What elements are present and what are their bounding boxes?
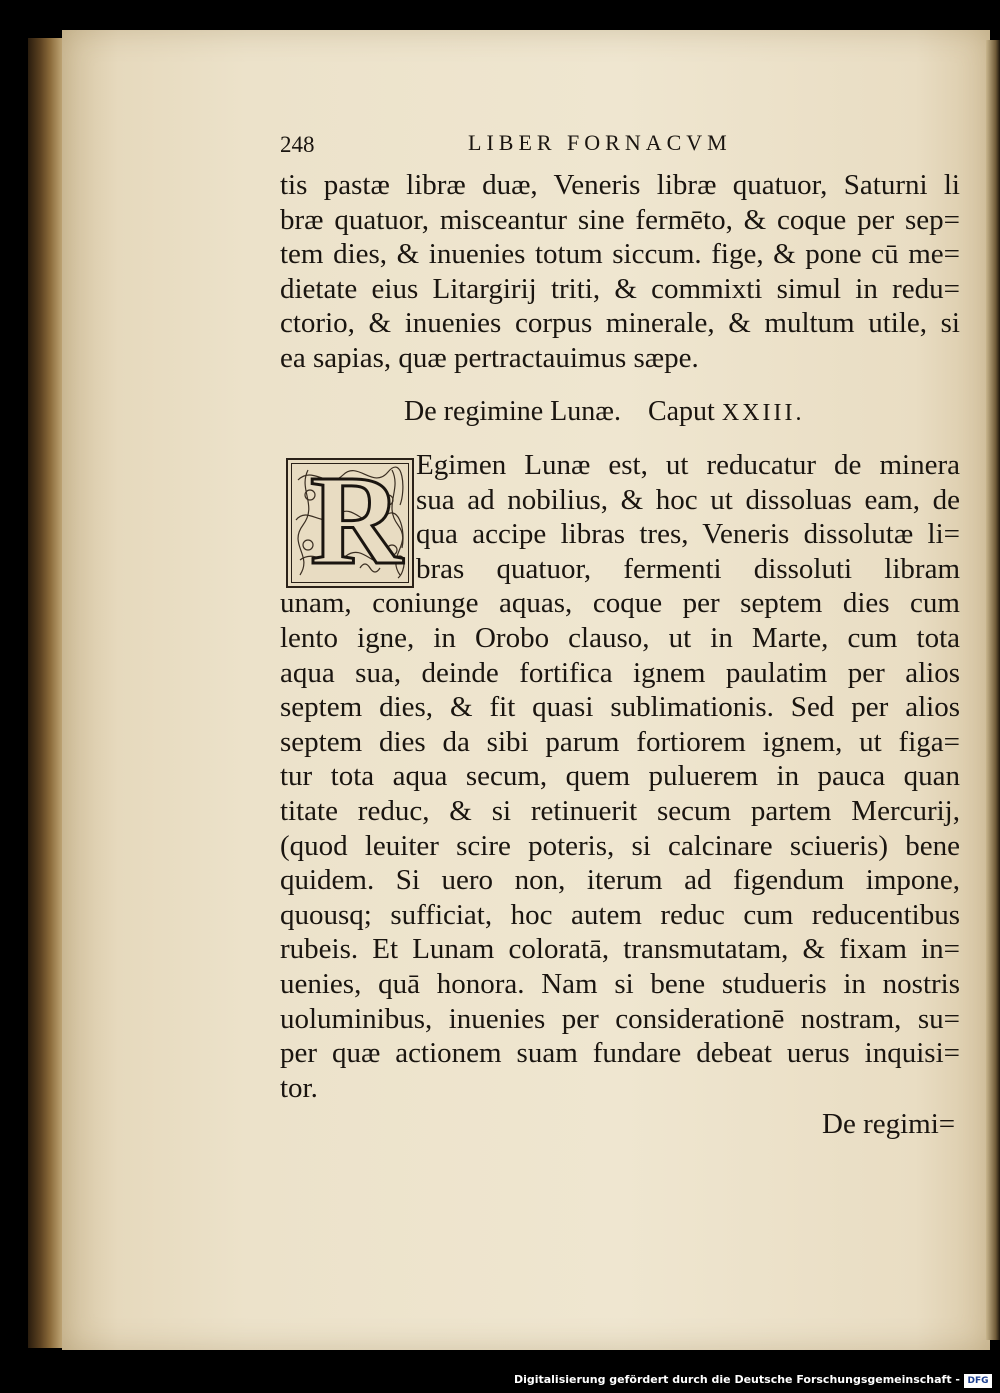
text-line: per quæ actionem suam fundare debeat uerus inquisi= bbox=[280, 1037, 960, 1070]
text-line: quousq; sufficiat, hoc autem reduc cum reducentibus bbox=[280, 898, 960, 931]
text-line: uoluminibus, inuenies per considerationē nostram, su= bbox=[280, 1002, 960, 1035]
text-block-preceding-chapter bbox=[280, 168, 960, 376]
page-number: 248 bbox=[280, 132, 315, 157]
text-line: tur tota aqua secum, quem puluerem in pauca quan bbox=[280, 760, 960, 793]
text-block-chapter-xxiii bbox=[280, 448, 960, 1105]
drop-cap-letter: R bbox=[310, 449, 403, 591]
digitization-credit: Digitalisierung gefördert durch die Deutsche Forschungsgemeinschaft - bbox=[513, 1373, 960, 1386]
text-line: bræ quatuor, misceantur sine fermēto, & coque per sep= bbox=[280, 203, 960, 236]
text-line: titate reduc, & si retinuerit secum partem Mercurij, bbox=[280, 794, 960, 827]
chapter-number: XXIII. bbox=[721, 400, 805, 426]
text-line: (quod leuiter scire poteris, si calcinare sciueris) bene bbox=[280, 829, 960, 862]
text-line: septem dies da sibi parum fortiorem ignem, ut figa= bbox=[280, 725, 960, 758]
page-header bbox=[280, 128, 840, 164]
text-line: ctorio, & inuenies corpus minerale, & multum utile, si bbox=[280, 307, 960, 340]
text-line: tem dies, & inuenies totum siccum. fige, & pone cū me= bbox=[280, 238, 960, 271]
dfg-logo: DFG bbox=[964, 1374, 992, 1388]
text-line: qua accipe libras tres, Veneris dissolutæ li= bbox=[416, 518, 960, 551]
text-line: tis pastæ libræ duæ, Veneris libræ quatuor, Saturni li bbox=[280, 169, 960, 201]
text-line: lento igne, in Orobo clauso, ut in Marte, cum tota bbox=[280, 621, 960, 654]
text-line: dietate eius Litargirij triti, & commixti simul in redu= bbox=[280, 272, 960, 305]
catchword: De regimi= bbox=[822, 1108, 956, 1140]
footer-credit-strip bbox=[0, 1370, 1000, 1393]
text-line: bras quatuor, fermenti dissoluti libram bbox=[416, 552, 960, 585]
text-line: rubeis. Et Lunam coloratā, transmutatam, & fixam in= bbox=[280, 933, 960, 966]
text-line: tor. bbox=[280, 1071, 318, 1104]
running-title: LIBER FORNACVM bbox=[468, 130, 732, 155]
text-line: quidem. Si uero non, iterum ad figendum impone, bbox=[280, 864, 960, 897]
text-line: septem dies, & fit quasi sublimationis. Sed per alios bbox=[280, 691, 960, 724]
text-line: ea sapias, quæ pertractauimus sæpe. bbox=[280, 341, 699, 374]
text-line: uenies, quā honora. Nam si bene studueris in nostris bbox=[280, 967, 960, 1000]
text-line: unam, coniunge aquas, coque per septem dies cum bbox=[280, 587, 960, 620]
page-right-edge bbox=[986, 40, 1000, 1340]
text-line: sua ad nobilius, & hoc ut dissoluas eam, de bbox=[416, 483, 960, 516]
text-line: aqua sua, deinde fortifica ignem paulatim per alios bbox=[280, 656, 960, 689]
chapter-title: De regimine Lunæ. bbox=[404, 396, 621, 427]
chapter-caput-label: Caput bbox=[647, 396, 715, 427]
chapter-heading bbox=[404, 396, 864, 428]
text-line: Egimen Lunæ est, ut reducatur de minera bbox=[416, 449, 960, 481]
